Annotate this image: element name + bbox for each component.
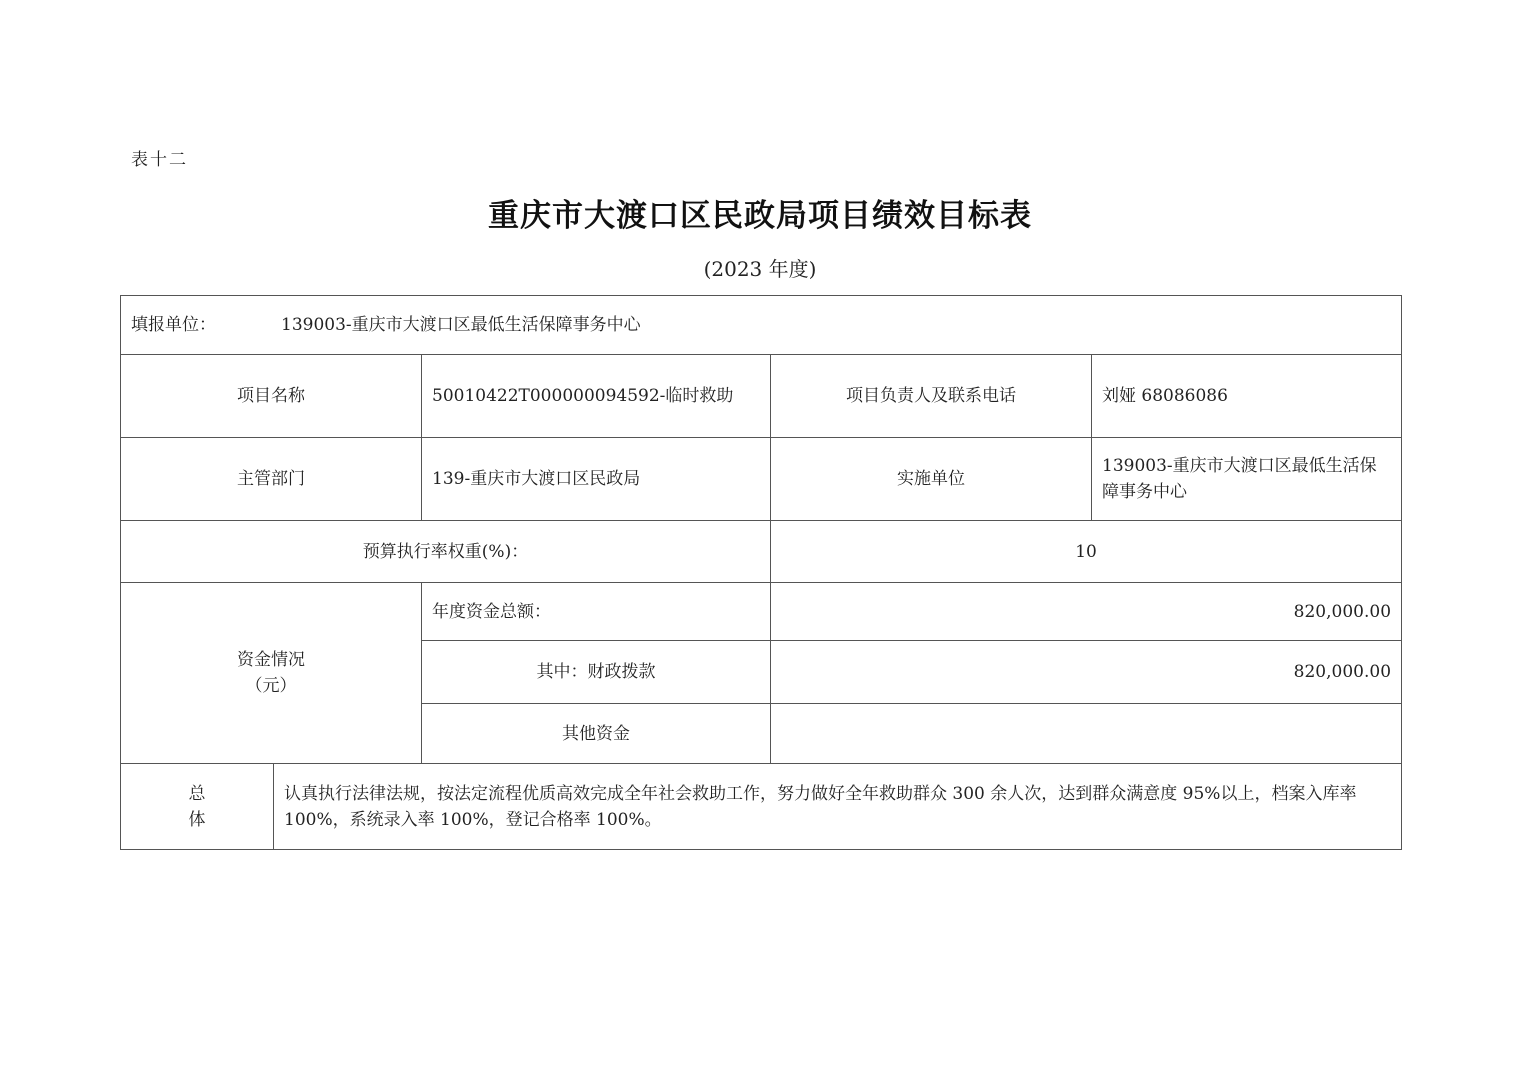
project-name-value: 50010422T000000094592-临时救助 [422, 355, 771, 438]
reporting-unit-cell [121, 296, 1402, 355]
fiscal-allocation-label: 其中：财政拨款 [422, 641, 771, 704]
funds-label-line1: 资金情况 [237, 650, 305, 670]
unit-row [121, 296, 1402, 355]
department-label: 主管部门 [121, 438, 422, 521]
performance-target-table [120, 295, 1402, 850]
other-funds-value [771, 704, 1402, 764]
document-title: 重庆市大渡口区民政局项目绩效目标表 [488, 198, 1032, 234]
department-value: 139-重庆市大渡口区民政局 [422, 438, 771, 521]
funds-total-row [121, 583, 1402, 641]
annual-total-value: 820,000.00 [771, 583, 1402, 641]
overall-label-line1: 总 [188, 783, 206, 804]
project-row [121, 355, 1402, 438]
annual-total-label: 年度资金总额： [422, 583, 771, 641]
implementing-unit-label: 实施单位 [771, 438, 1092, 521]
reporting-unit-value: 139003-重庆市大渡口区最低生活保障事务中心 [281, 315, 641, 335]
project-leader-label: 项目负责人及联系电话 [771, 355, 1092, 438]
overall-target-row [121, 764, 1402, 850]
funds-label-line2: （元） [245, 676, 297, 696]
reporting-unit-label: 填报单位： [131, 315, 216, 335]
budget-weight-value: 10 [771, 521, 1402, 583]
other-funds-label: 其他资金 [422, 704, 771, 764]
table-number: 表十二 [131, 150, 188, 170]
funds-label [121, 583, 422, 764]
project-leader-value: 刘娅 68086086 [1092, 355, 1402, 438]
fiscal-allocation-value: 820,000.00 [771, 641, 1402, 704]
document-year: (2023 年度) [703, 257, 817, 281]
overall-label-line2: 体 [188, 809, 206, 830]
department-row [121, 438, 1402, 521]
implementing-unit-value: 139003-重庆市大渡口区最低生活保障事务中心 [1092, 438, 1402, 521]
overall-target-text: 认真执行法律法规，按法定流程优质高效完成全年社会救助工作，努力做好全年救助群众 300 余人次，达到群众满意度 95%以上，档案入库率 100%，系统录入率 100%，登记合格率 100%。 [274, 764, 1402, 850]
overall-target-label [121, 764, 274, 850]
budget-weight-label: 预算执行率权重(%)： [121, 521, 771, 583]
project-name-label: 项目名称 [121, 355, 422, 438]
budget-row [121, 521, 1402, 583]
